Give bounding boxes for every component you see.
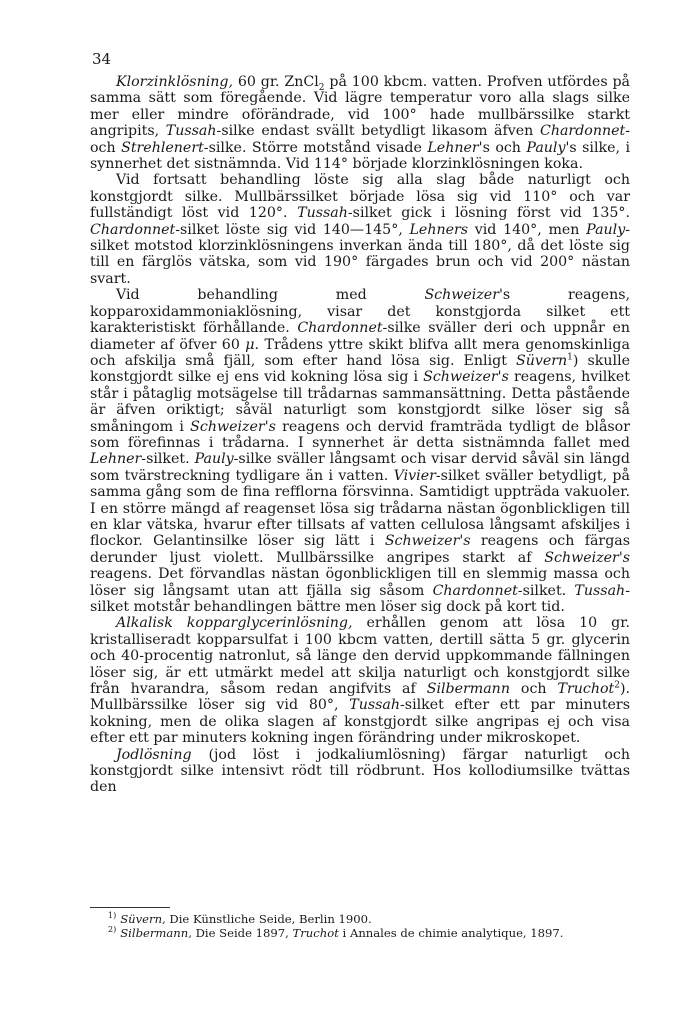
text-run: reagens, hvilket står i påtaglig motsägelse till trådarnas sammansättning. Detta påstående är äfven oriktigt; såväl naturligt som konstgjordt silke löser sig så småningom i [90,369,631,435]
text-run: och [509,681,558,698]
italic-text-run: Chardonnet [297,320,383,337]
italic-text-run: Pauly [526,139,566,156]
text-run: -silket sväller betydligt, på samma gång som de fina refflorna försvinna. Samtidigt uppträda vakuoler. I en större mängd af reagenset lösa sig trådarna nästan ögonblickligen till en klar vätska, hvarur efter tillsats af vatten cellulosa långsamt afskiljes i flockor. Gelantinsilke löser sig lätt i [90,467,630,550]
paragraph [90,615,630,746]
italic-text-run: Lehners [409,221,469,238]
text-run: reagens och färgas derunder ljust violett. Mullbärssilke angripes starkt af [90,533,631,566]
paragraph [90,172,630,287]
italic-text-run: Strehlenert [121,139,204,156]
italic-text-run: Silbermann [426,681,510,698]
page-number: 34 [92,50,112,68]
italic-text-run: Tussah [574,582,626,599]
italic-text-run: Truchot [557,681,615,698]
body-text [90,74,630,796]
italic-text-run: Lehner [90,451,142,468]
paragraph [90,74,630,172]
text-run: . Trådens yttre skikt blifva allt mera genomskinliga och afskilja små fjäll, som efter hand lösa sig. Enligt [90,336,630,369]
paragraph [90,287,630,615]
subscript: 2 [318,82,325,93]
italic-text-run: Chardonnet- [539,123,630,140]
text-run: -silket motstår behandlingen bättre men löser sig dock på kort tid. [90,582,630,615]
text-run: Vid behandling med [116,287,425,304]
text-run: -silke endast svällt betydligt likasom äfven [216,123,540,140]
footnote-mark: 1) [108,911,117,921]
footnote-rule [90,907,170,908]
footnote-ref: 2 [614,680,620,691]
text-run: ) skulle konstgjordt silke ej ens vid kokning lösa sig i [90,352,631,386]
italic-text-run: Silbermann, [120,926,192,940]
italic-text-run: Tussah [349,697,401,714]
text-run: på 100 kbcm. vatten. Profven utfördes på samma sätt som föregående. Vid lägre temperatur voro alla slags silke mer eller mindre oförändrade, vid 100° hade mullbärssilke starkt angripits, [90,74,630,140]
italic-text-run: Chardonnet [432,582,518,599]
italic-text-run: Alkalisk kopparglycerinlösning, [116,615,353,632]
text-run: -silket. [517,582,575,599]
text-run: -silke. Större motstånd visade [203,139,428,156]
italic-text-run: Schweizer [424,287,499,304]
text-run: reagens och dervid framträda tydligt de blåsor som förefinnas i trådarna. I synnerhet är detta sistnämnda fallet med [90,418,631,451]
text-run: Die Seide 1897, [191,926,293,940]
text-run: -silket motstod klorzinklösningens inverkan ända till 180°, då det löste sig till en färglös vätska, som vid 190° färgades brun och vid 200° nästan svart. [90,221,631,287]
italic-text-run: Schweizer's [384,533,471,550]
italic-text-run: Vivier [393,467,436,484]
text-run: -silke sväller deri och uppnår en diameter af öfver 60 [90,320,630,353]
text-run: -silket efter ett par minuters kokning, men de olika slagen af konstgjordt silke angripas ej och visa efter ett par minuters kokning ingen förändring under mikroskopet. [90,697,630,747]
text-run: erhållen genom att lösa 10 gr. kristalliseradt kopparsulfat i 100 kbcm vatten, dertill sätta 5 gr. glycerin och 40-procentig natronlut, så länge den dervid uppkommande fällningen löser sig, är ett utmärkt medel att skilja naturligt och konstgjordt silke från hvarandra, såsom redan angifvits af [90,615,630,698]
footnote [108,912,630,926]
text-run: 's och [478,139,527,156]
text-run: ). Mullbärssilke löser sig vid 80°, [90,681,630,714]
text-run: 's reagens, kopparoxidammoniaklösning, visar det konstgjorda silket ett karakteristiskt förhållande. [90,287,630,337]
footnote [108,926,630,940]
italic-text-run: Süvern, [120,912,166,926]
italic-text-run: Jodlösning [116,746,192,763]
italic-text-run: Schweizer's [544,549,630,566]
text-run: och [90,139,122,156]
text-run: Die Künstliche Seide, Berlin 1900. [165,912,372,926]
text-run: (jod löst i jodkaliumlösning) färgar naturligt och konstgjordt silke intensivt rödt till rödbrunt. Hos kollodiumsilke tvättas den [90,746,630,796]
italic-text-run: Schweizer's [190,418,276,435]
footnote-ref: 1 [567,352,573,363]
text-run: -silket. [141,451,195,468]
text-run: -silket gick i lösning först vid 135°. [347,205,630,222]
italic-text-run: Pauly [194,451,234,468]
italic-text-run: Lehner [427,139,479,156]
text-run: 's silke, i synnerhet det sistnämnda. Vid 114° började klorzinklösningen koka. [90,139,631,173]
text-run: i Annales de chimie analytique, 1897. [338,926,564,940]
paragraph [90,747,630,796]
text-run: -silke sväller långsamt och visar dervid såväl sin längd som tvärstreckning tydligare än i vatten. [90,451,630,484]
italic-text-run: Pauly [586,221,626,238]
text-run: -silket löste sig vid 140—145°, [175,221,410,238]
italic-text-run: μ [245,336,255,353]
footnotes [108,912,630,940]
italic-text-run: Klorzinklösning, [116,74,233,90]
text-run: Vid fortsatt behandling löste sig alla slag både naturligt och konstgjordt silke. Mullbärssilket började lösa sig vid 110° och var fullständigt löst vid 120°. [90,172,630,222]
italic-text-run: Schweizer's [423,369,509,386]
text-run: 60 gr. ZnCl [232,74,319,90]
italic-text-run: Tussah [165,123,217,140]
text-run: reagens. Det förvandlas nästan ögonblickligen till en slemmig massa och löser sig långsamt utan att fjälla sig såsom [90,566,630,599]
footnote-mark: 2) [108,925,117,935]
italic-text-run: Tussah [297,205,348,222]
text-run: vid 140°, men [468,221,587,238]
italic-text-run: Chardonnet [90,221,176,238]
italic-text-run: Süvern [515,352,568,369]
italic-text-run: Truchot [292,926,339,940]
